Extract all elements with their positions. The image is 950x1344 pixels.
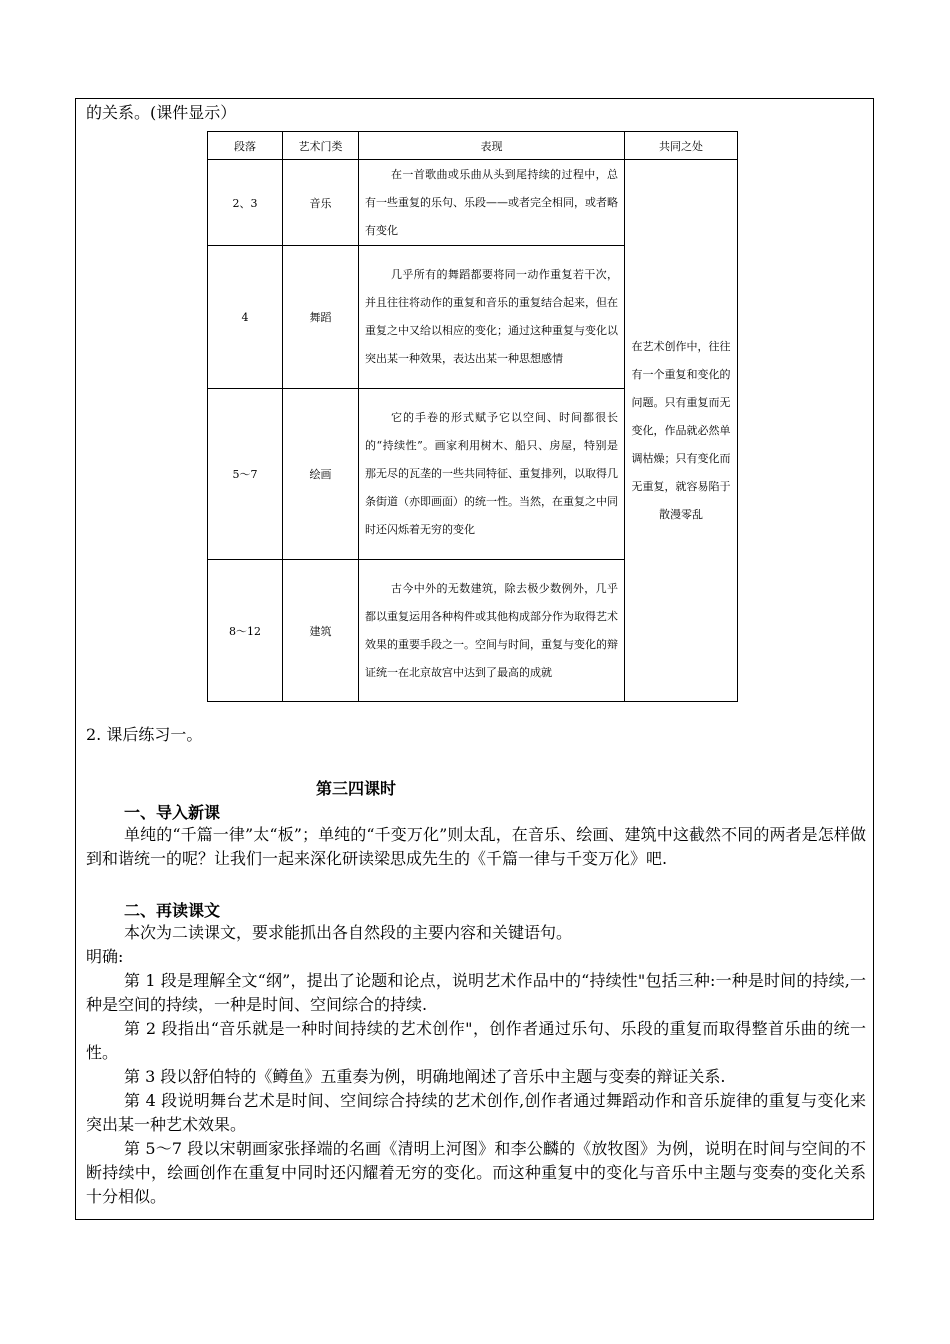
common-cell: 在艺术创作中，往往有一个重复和变化的问题。只有重复而无变化，作品就必然单调枯燥；只有变化而无重复，就容易陷于散漫零乱 [625, 160, 738, 702]
para-summary-2: 第 2 段指出“音乐就是一种时间持续的艺术创作"，创作者通过乐句、乐段的重复而取得整首乐曲的统一性。 [86, 1019, 866, 1062]
art-comparison-table [207, 131, 738, 702]
header-desc: 表现 [359, 132, 625, 160]
para-summary-1: 第 1 段是理解全文“纲”，提出了论题和论点，说明艺术作品中的“持续性"包括三种:一种是时间的持续,一种是空间的持续，一种是时间、空间综合的持续. [86, 971, 866, 1014]
section1-heading: 一、导入新课 [124, 803, 221, 822]
intro-line: 的关系。(课件显示） [86, 103, 237, 122]
section2-heading: 二、再读课文 [124, 901, 221, 920]
section2-intro: 本次为二读课文，要求能抓出各自然段的主要内容和关键语句。 [124, 923, 573, 942]
row-para: 8～12 [208, 560, 283, 702]
section1-text: 单纯的“千篇一律”太“板”；单纯的“千变万化”则太乱，在音乐、绘画、建筑中这截然不同的两者是怎样做到和谐统一的呢？让我们一起来深化研读梁思成先生的《千篇一律与千变万化》吧. [86, 825, 866, 868]
header-para: 段落 [208, 132, 283, 160]
header-common: 共同之处 [625, 132, 738, 160]
table-header-row [208, 132, 738, 160]
row-para: 4 [208, 246, 283, 389]
row-art: 建筑 [283, 560, 359, 702]
row-art: 舞蹈 [283, 246, 359, 389]
para-summary-4: 第 4 段说明舞台艺术是时间、空间综合持续的艺术创作,创作者通过舞蹈动作和音乐旋律的重复与变化来突出某一种艺术效果。 [86, 1091, 866, 1134]
row-art: 绘画 [283, 389, 359, 560]
header-art: 艺术门类 [283, 132, 359, 160]
clarify-label: 明确: [86, 947, 124, 966]
table-row [208, 160, 738, 246]
row-art: 音乐 [283, 160, 359, 246]
lesson-title: 第三四课时 [316, 779, 397, 798]
row-desc: 它的手卷的形式赋予它以空间、时间都很长的“持续性”。画家利用树木、船只、房屋，特别是那无尽的瓦垄的一些共同特征、重复排列，以取得几条街道（亦即画面）的统一性。当然，在重复之中同时还闪烁着无穷的变化 [359, 389, 625, 560]
row-desc: 在一首歌曲或乐曲从头到尾持续的过程中，总有一些重复的乐句、乐段——或者完全相同，或者略有变化 [359, 160, 625, 246]
row-para: 2、3 [208, 160, 283, 246]
para-summary-5: 第 5～7 段以宋朝画家张择端的名画《清明上河图》和李公麟的《放牧图》为例，说明在时间与空间的不断持续中，绘画创作在重复中同时还闪耀着无穷的变化。而这种重复中的变化与音乐中主题与变奏的变化关系十分相似。 [86, 1139, 866, 1206]
exercise-line: 2. 课后练习一。 [86, 725, 203, 744]
row-para: 5～7 [208, 389, 283, 560]
row-desc: 古今中外的无数建筑，除去极少数例外，几乎都以重复运用各种构件或其他构成部分作为取得艺术效果的重要手段之一。空间与时间，重复与变化的辩证统一在北京故宫中达到了最高的成就 [359, 560, 625, 702]
row-desc: 几乎所有的舞蹈都要将同一动作重复若干次，并且往往将动作的重复和音乐的重复结合起来，但在重复之中又给以相应的变化；通过这种重复与变化以突出某一种效果，表达出某一种思想感情 [359, 246, 625, 389]
para-summary-3: 第 3 段以舒伯特的《鳟鱼》五重奏为例，明确地阐述了音乐中主题与变奏的辩证关系. [124, 1067, 726, 1086]
